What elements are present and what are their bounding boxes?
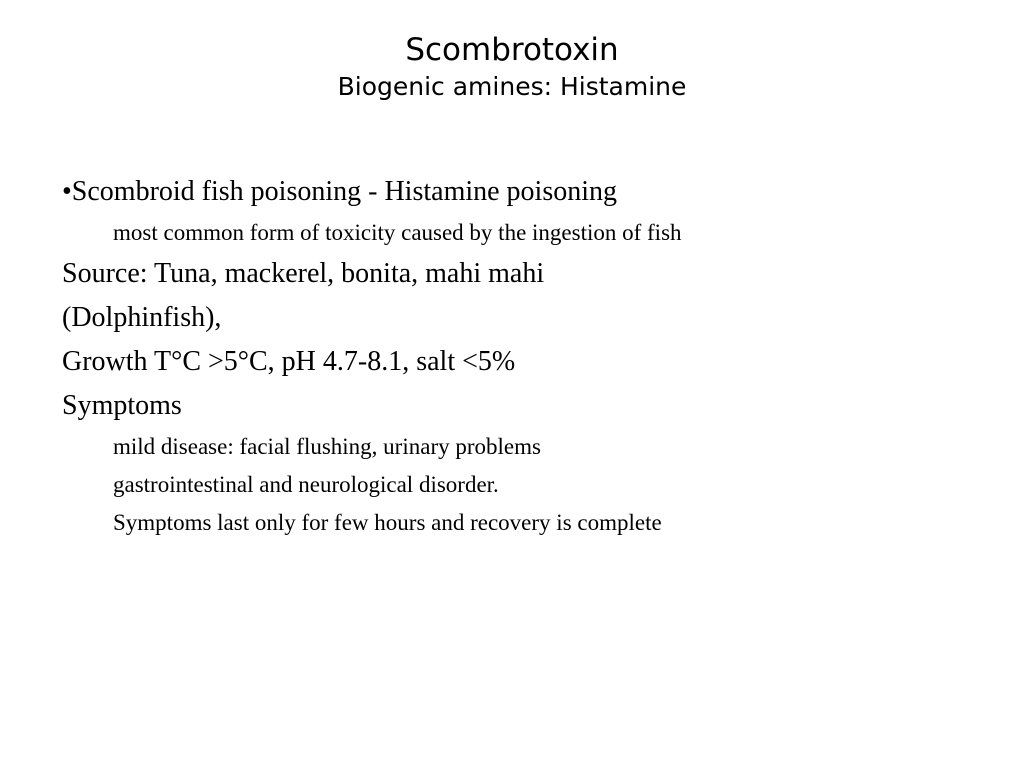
title-block [0,30,1024,104]
slide-body [62,170,982,542]
line-dolphinfish: (Dolphinfish), [62,302,222,333]
sub-bullet-mild-disease: mild disease: facial flushing, urinary problems [113,434,541,459]
bullet-scombroid-poisoning: •Scombroid fish poisoning - Histamine poisoning [62,176,618,207]
slide-title: Scombrotoxin [405,32,619,68]
line-symptoms-heading: Symptoms [62,390,182,421]
slide-subtitle: Biogenic amines: Histamine [337,72,687,101]
line-source: Source: Tuna, mackerel, bonita, mahi mahi [62,258,545,289]
sub-bullet-most-common-form: most common form of toxicity caused by the ingestion of fish [113,220,682,245]
sub-bullet-gastrointestinal: gastrointestinal and neurological disorder. [113,472,499,497]
line-growth-conditions: Growth T°C >5°C, pH 4.7-8.1, salt <5% [62,346,516,377]
sub-bullet-recovery: Symptoms last only for few hours and recovery is complete [113,510,662,535]
